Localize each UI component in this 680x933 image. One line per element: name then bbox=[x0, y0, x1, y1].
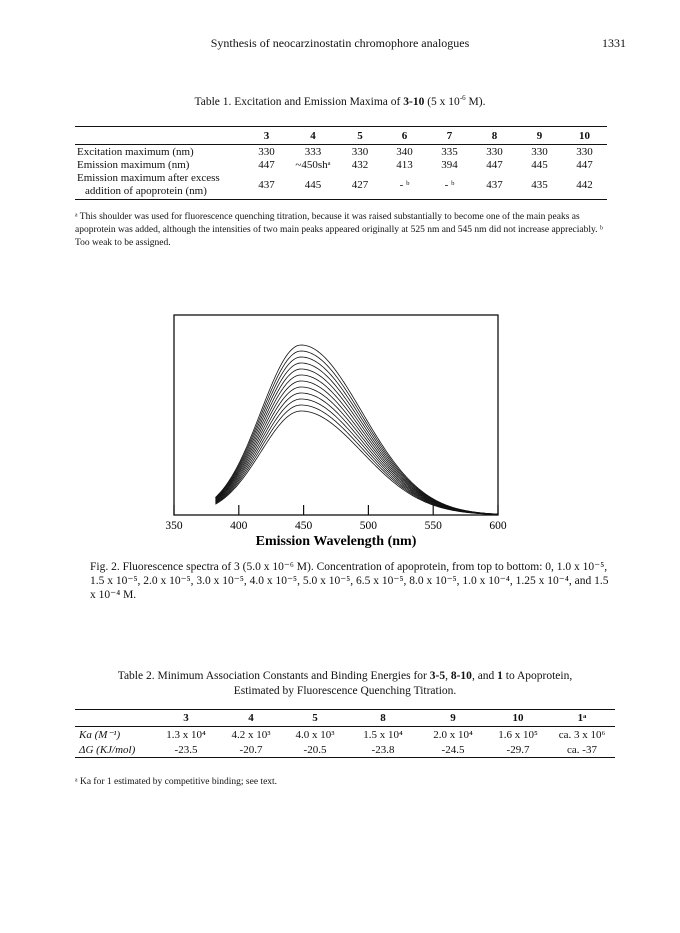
table2-col-header: 8 bbox=[347, 710, 419, 727]
plot-frame bbox=[174, 315, 498, 515]
table2-caption-suffix: to Apoprotein, bbox=[502, 670, 573, 682]
table1-cell: 413 bbox=[396, 158, 413, 171]
table1-cell: 427 bbox=[338, 171, 382, 200]
table-row bbox=[75, 158, 607, 171]
x-tick-label: 350 bbox=[165, 520, 183, 532]
figure2-caption: Fig. 2. Fluorescence spectra of 3 (5.0 x 10⁻⁶ M). Concentration of apoprotein, from top to bottom: 0, 1.0 x 10⁻⁵, 1.5 x 10⁻⁵, 2.0 x 10⁻⁵, 3.0 x 10⁻⁵, 4.0 x 10⁻⁵, 5.0 x 10⁻⁵, 6.5 x 10⁻⁵, 8.0 x 10⁻⁵, 1.0 x 10⁻⁴, 1.25 x 10⁻⁴, and 1.5 x 10⁻⁴ M. bbox=[90, 561, 609, 601]
x-tick-label: 450 bbox=[294, 520, 313, 532]
spectrum-line bbox=[215, 405, 498, 514]
table2-cell: -20.5 bbox=[283, 742, 347, 758]
table1-cell: 333 bbox=[288, 145, 338, 159]
table1-cell: 445 bbox=[531, 158, 548, 171]
table2-cell: 1.6 x 10⁵ bbox=[487, 727, 549, 743]
table-row bbox=[75, 171, 607, 200]
table1-cell: 330 bbox=[245, 145, 288, 159]
x-tick-label: 550 bbox=[424, 520, 442, 532]
table2-cell: 1.5 x 10⁴ bbox=[347, 727, 419, 743]
table1-cell: 447 bbox=[486, 158, 503, 171]
table2-cell: 2.0 x 10⁴ bbox=[419, 727, 487, 743]
table2-row-label: Ka (M⁻¹) bbox=[75, 727, 153, 743]
table2-col-header: 9 bbox=[419, 710, 487, 727]
table1-row-label bbox=[75, 171, 245, 200]
table2-cell: ca. -37 bbox=[549, 742, 615, 758]
table1-cell: 335 bbox=[427, 145, 472, 159]
table1-cell: 394 bbox=[441, 158, 458, 171]
table1-row-label-line1: Emission maximum after excess bbox=[77, 172, 220, 184]
table1-caption-prefix: Table 1. Excitation and Emission Maxima of bbox=[194, 96, 404, 108]
table2-cell: -29.7 bbox=[487, 742, 549, 758]
x-tick-label: 600 bbox=[489, 520, 507, 532]
spectra-svg bbox=[165, 313, 530, 553]
table2-caption-line1 bbox=[60, 669, 630, 684]
table1-col-header: 9 bbox=[517, 127, 562, 145]
table1-cell: 447 bbox=[258, 158, 275, 171]
table1-caption-conc: (5 x 10 bbox=[424, 96, 460, 108]
table2-cell: -24.5 bbox=[419, 742, 487, 758]
fluorescence-spectra-chart bbox=[165, 313, 530, 553]
table2-caption-and: , and bbox=[471, 670, 498, 682]
table1-col-header: 6 bbox=[382, 127, 427, 145]
table-row bbox=[75, 727, 615, 743]
spectrum-line bbox=[215, 381, 498, 514]
spectrum-line bbox=[215, 375, 498, 514]
table2-col-header: 1ᵃ bbox=[549, 710, 615, 727]
table1-cell: 330 bbox=[338, 145, 382, 159]
running-title: Synthesis of neocarzinostatin chromophore analogues bbox=[210, 36, 470, 50]
table2-cell: 4.2 x 10³ bbox=[219, 727, 283, 743]
x-tick-label: 500 bbox=[359, 520, 378, 532]
table1-cell: 330 bbox=[517, 145, 562, 159]
table2-cell: ca. 3 x 10⁶ bbox=[549, 727, 615, 743]
table2-caption-sep: , bbox=[445, 670, 451, 682]
table1-cell: ~450shᵃ bbox=[295, 158, 331, 171]
table2-footnote: ᵃ Ka for 1 estimated by competitive binding; see text. bbox=[75, 777, 278, 787]
table2-cell: -23.5 bbox=[153, 742, 219, 758]
spectra-curves bbox=[215, 345, 498, 514]
table1-cell: 437 bbox=[245, 171, 288, 200]
table1-cell: 435 bbox=[517, 171, 562, 200]
table1-cell: 432 bbox=[351, 158, 369, 171]
table2-caption-line2: Estimated by Fluorescence Quenching Titration. bbox=[233, 685, 457, 697]
table2-header-row bbox=[75, 710, 615, 727]
table1-col-header: 7 bbox=[427, 127, 472, 145]
table2 bbox=[75, 709, 615, 758]
table1-col-header: 5 bbox=[338, 127, 382, 145]
spectrum-line bbox=[215, 369, 498, 514]
table1-col-header: 8 bbox=[472, 127, 517, 145]
table2-caption-bold2: 8-10 bbox=[450, 670, 472, 682]
table-row bbox=[75, 742, 615, 758]
table1-caption-compounds: 3-10 bbox=[403, 96, 425, 108]
table1 bbox=[75, 126, 607, 200]
table1-caption bbox=[0, 96, 680, 108]
table2-caption-bold1: 3-5 bbox=[429, 670, 446, 682]
table2-caption bbox=[60, 669, 630, 699]
table1-header-row bbox=[75, 127, 607, 145]
table2-row-label: ΔG (KJ/mol) bbox=[75, 742, 153, 758]
table1-row-label-line2: addition of apoprotein (nm) bbox=[85, 185, 207, 197]
table1-col-header: 10 bbox=[562, 127, 607, 145]
table1-cell: - ᵇ bbox=[382, 171, 427, 200]
table2-col-header: 3 bbox=[153, 710, 219, 727]
table1-cell: 445 bbox=[288, 171, 338, 200]
table2-col-header: 4 bbox=[219, 710, 283, 727]
x-axis-label: Emission Wavelength (nm) bbox=[255, 534, 417, 549]
table2-caption-bold3: 1 bbox=[497, 670, 503, 682]
table2-cell: -23.8 bbox=[347, 742, 419, 758]
table1-col-header: 4 bbox=[288, 127, 338, 145]
table2-caption-prefix: Table 2. Minimum Association Constants and Binding Energies for bbox=[117, 670, 430, 682]
table-row bbox=[75, 145, 607, 159]
table1-footnote: ᵃ This shoulder was used for fluorescence quenching titration, because it was raised substantially to become one of the main peaks as apoprotein was added, although the intensities of two main peaks appeared originally at 525 nm and 545 nm did not increase appreciably. ᵇ Too weak to be assigned. bbox=[75, 212, 603, 248]
table1-cell: 437 bbox=[472, 171, 517, 200]
x-tick-label: 400 bbox=[230, 520, 248, 532]
table1-cell: 330 bbox=[562, 145, 607, 159]
table1-caption-end: M). bbox=[465, 96, 486, 108]
table2-cell: 4.0 x 10³ bbox=[283, 727, 347, 743]
table1-cell: - ᵇ bbox=[427, 171, 472, 200]
table2-col-header: 5 bbox=[283, 710, 347, 727]
table1-cell: 330 bbox=[472, 145, 517, 159]
table1-row-label: Emission maximum (nm) bbox=[77, 158, 190, 171]
table1-cell: 340 bbox=[382, 145, 427, 159]
table1-caption-exp: -6 bbox=[459, 94, 466, 103]
table2-cell: 1.3 x 10⁴ bbox=[153, 727, 219, 743]
page-number: 1331 bbox=[602, 36, 626, 50]
running-head bbox=[0, 36, 680, 52]
table1-cell: 447 bbox=[576, 158, 593, 171]
table2-col-header: 10 bbox=[487, 710, 549, 727]
table1-row-label: Excitation maximum (nm) bbox=[75, 145, 245, 159]
table2-cell: -20.7 bbox=[219, 742, 283, 758]
table1-cell: 442 bbox=[562, 171, 607, 200]
table1-col-header: 3 bbox=[245, 127, 288, 145]
x-tick-labels bbox=[165, 520, 507, 532]
